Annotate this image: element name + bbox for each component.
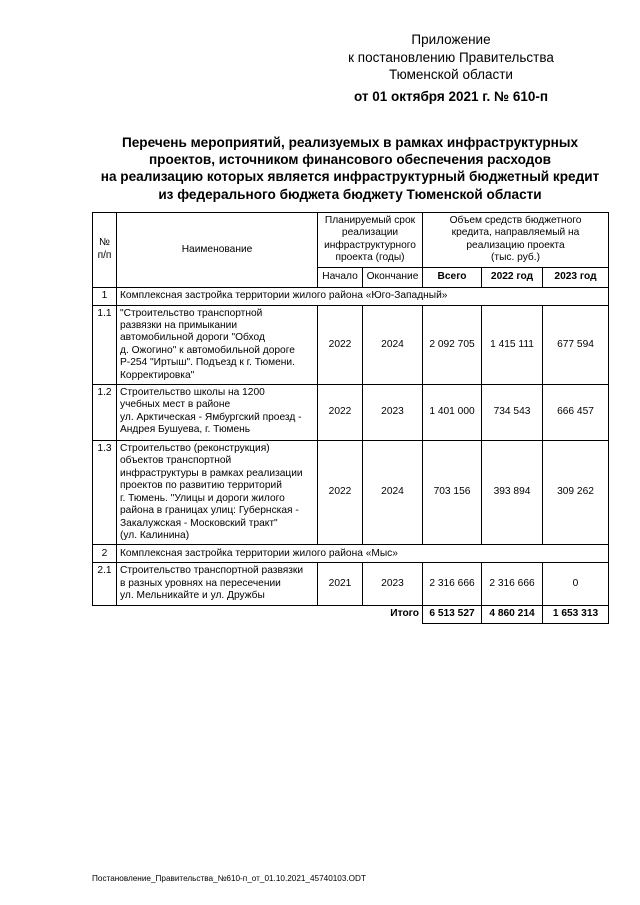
row-2022: 393 894 [482,441,543,545]
section-row [93,545,609,563]
appendix-label: Приложение [411,32,491,47]
row-start: 2022 [318,441,363,545]
table-row [93,563,609,605]
row-start: 2022 [318,305,363,384]
section-num: 1 [93,287,117,305]
row-name: Строительство (реконструкция) объектов транспортной инфраструктуры в рамках реализации проектов по развитию территорий г. Тюмень. "Улицы и дороги жилого района в границах улиц: Губернская - Закалужская - Московский тракт" (ул. Калинина) [117,441,318,545]
totals-label: Итого [117,605,423,623]
totals-total: 6 513 527 [423,605,482,623]
table-row [93,441,609,545]
row-2023: 0 [543,563,609,605]
header-period: Планируемый срок реализации инфраструктурного проекта (годы) [318,213,423,268]
header-total: Всего [423,267,482,287]
row-total: 2 316 666 [423,563,482,605]
row-name: Строительство транспортной развязки в разных уровнях на пересечении ул. Мельникайте и ул. Дружбы [117,563,318,605]
row-total: 1 401 000 [423,385,482,441]
totals-2022: 4 860 214 [482,605,543,623]
row-name: Строительство школы на 1200 учебных мест в районе ул. Арктическая - Ямбургский проезд - Андрея Бушуева, г. Тюмень [117,385,318,441]
header-volume: Объем средств бюджетного кредита, направляемый на реализацию проекта (тыс. руб.) [423,213,609,268]
header-name: Наименование [117,213,318,288]
row-2022: 2 316 666 [482,563,543,605]
title-line-1: Перечень мероприятий, реализуемых в рамках инфраструктурных [121,135,579,150]
title-line-3: на реализацию которых является инфраструктурный бюджетный кредит [100,169,600,185]
row-2023: 666 457 [543,385,609,441]
row-total: 703 156 [423,441,482,545]
section-title: Комплексная застройка территории жилого района «Юго-Западный» [117,287,609,305]
title-line-4: из федерального бюджета бюджету Тюменской области [158,186,542,202]
header-num: № п/п [93,213,117,288]
header-2023: 2023 год [543,267,609,287]
section-row [93,287,609,305]
footer-filename: Постановление_Правительства_№610-п_от_01.10.2021_45740103.ODT [92,874,366,883]
projects-table [92,212,609,624]
totals-row [93,605,609,623]
document-title [80,134,620,203]
title-line-2: проектов, источником финансового обеспечения расходов [148,152,552,168]
section-title: Комплексная застройка территории жилого района «Мыс» [117,545,609,563]
row-num: 1.1 [93,305,117,384]
row-2022: 734 543 [482,385,543,441]
row-2022: 1 415 111 [482,305,543,384]
row-num: 1.3 [93,441,117,545]
row-total: 2 092 705 [423,305,482,384]
row-end: 2024 [363,441,423,545]
row-2023: 309 262 [543,441,609,545]
header-end: Окончание [363,267,423,287]
row-end: 2023 [363,385,423,441]
section-num: 2 [93,545,117,563]
totals-2023: 1 653 313 [543,605,609,623]
row-num: 1.2 [93,385,117,441]
table-row [93,385,609,441]
row-2023: 677 594 [543,305,609,384]
row-start: 2021 [318,563,363,605]
header-start: Начало [318,267,363,287]
appendix-reference: к постановлению Правительства [348,49,554,65]
appendix-header [311,31,591,105]
row-num: 2.1 [93,563,117,605]
row-start: 2022 [318,385,363,441]
row-name: "Строительство транспортной развязки на примыкании автомобильной дороги "Обход д. Ожогино" к автомобильной дороге Р-254 "Иртыш". Подъезд к г. Тюмени. Корректировка" [117,305,318,384]
appendix-region: Тюменской области [389,67,513,82]
decree-number: от 01 октября 2021 г. № 610-п [353,88,549,104]
row-end: 2023 [363,563,423,605]
header-2022: 2022 год [482,267,543,287]
row-end: 2024 [363,305,423,384]
table-row [93,305,609,384]
